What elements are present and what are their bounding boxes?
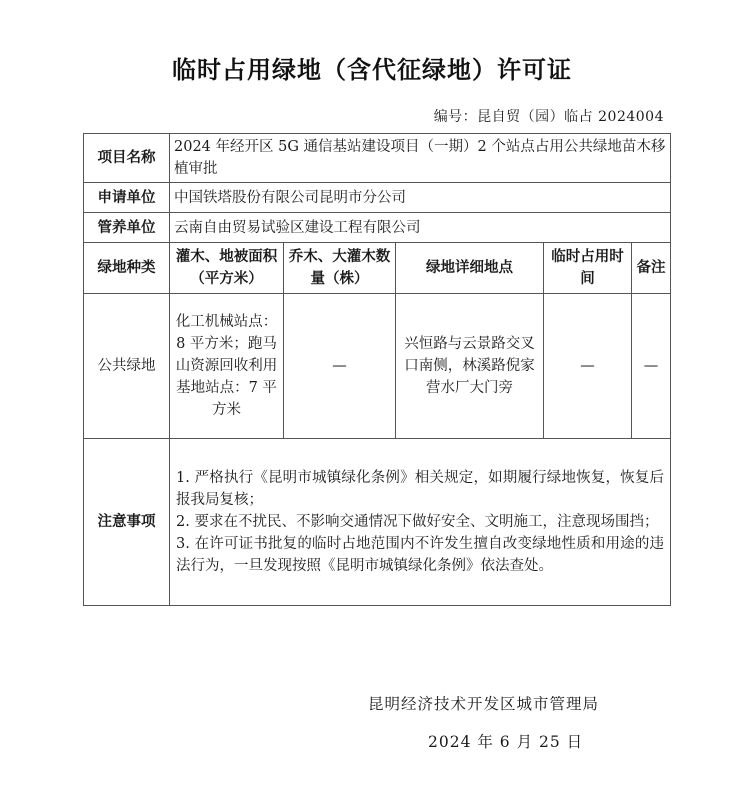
notes-label: 注意事项 [84, 439, 170, 606]
note-item: 3. 在许可证书批复的临时占地范围内不许发生擅自改变绿地性质和用途的违法行为，一旦发现按照《昆明市城镇绿化条例》依法查处。 [176, 536, 665, 574]
notes-content [170, 439, 671, 606]
permit-table [83, 133, 671, 606]
row-column-headers [84, 243, 671, 294]
col-remark: 备注 [632, 243, 671, 294]
issuing-authority: 昆明经济技术开发区城市管理局 [368, 695, 600, 713]
col-location: 绿地详细地点 [396, 243, 544, 294]
note-item: 1. 严格执行《昆明市城镇绿化条例》相关规定，如期履行绿地恢复，恢复后报我局复核； [176, 470, 665, 508]
row-detail [84, 294, 671, 439]
col-shrub-area: 灌木、地被面积（平方米） [170, 243, 284, 294]
maintainer-label: 管养单位 [84, 213, 170, 243]
tree-count-value: — [284, 294, 396, 439]
row-notes [84, 439, 671, 606]
project-name-value: 2024 年经开区 5G 通信基站建设项目（一期）2 个站点占用公共绿地苗木移植审批 [170, 134, 671, 183]
maintainer-value: 云南自由贸易试验区建设工程有限公司 [170, 213, 671, 243]
document-number: 编号：昆自贸（园）临占 2024004 [433, 109, 664, 125]
row-project-name [84, 134, 671, 183]
col-greenland-type: 绿地种类 [84, 243, 170, 294]
issue-date: 2024 年 6 月 25 日 [428, 733, 584, 751]
row-applicant [84, 183, 671, 213]
shrub-area-value: 化工机械站点：8 平方米；跑马山资源回收利用基地站点：7 平方米 [170, 294, 284, 439]
project-name-label: 项目名称 [84, 134, 170, 183]
applicant-value: 中国铁塔股份有限公司昆明市分公司 [170, 183, 671, 213]
col-tree-count: 乔木、大灌木数量（株） [284, 243, 396, 294]
duration-value: — [544, 294, 632, 439]
note-item: 2. 要求在不扰民、不影响交通情况下做好安全、文明施工，注意现场围挡； [176, 514, 659, 530]
location-value: 兴恒路与云景路交叉口南侧，林溪路倪家营水厂大门旁 [396, 294, 544, 439]
remark-value: — [632, 294, 671, 439]
row-maintainer [84, 213, 671, 243]
document-title: 临时占用绿地（含代征绿地）许可证 [172, 56, 572, 84]
col-duration: 临时占用时间 [544, 243, 632, 294]
greenland-type-value: 公共绿地 [84, 294, 170, 439]
applicant-label: 申请单位 [84, 183, 170, 213]
